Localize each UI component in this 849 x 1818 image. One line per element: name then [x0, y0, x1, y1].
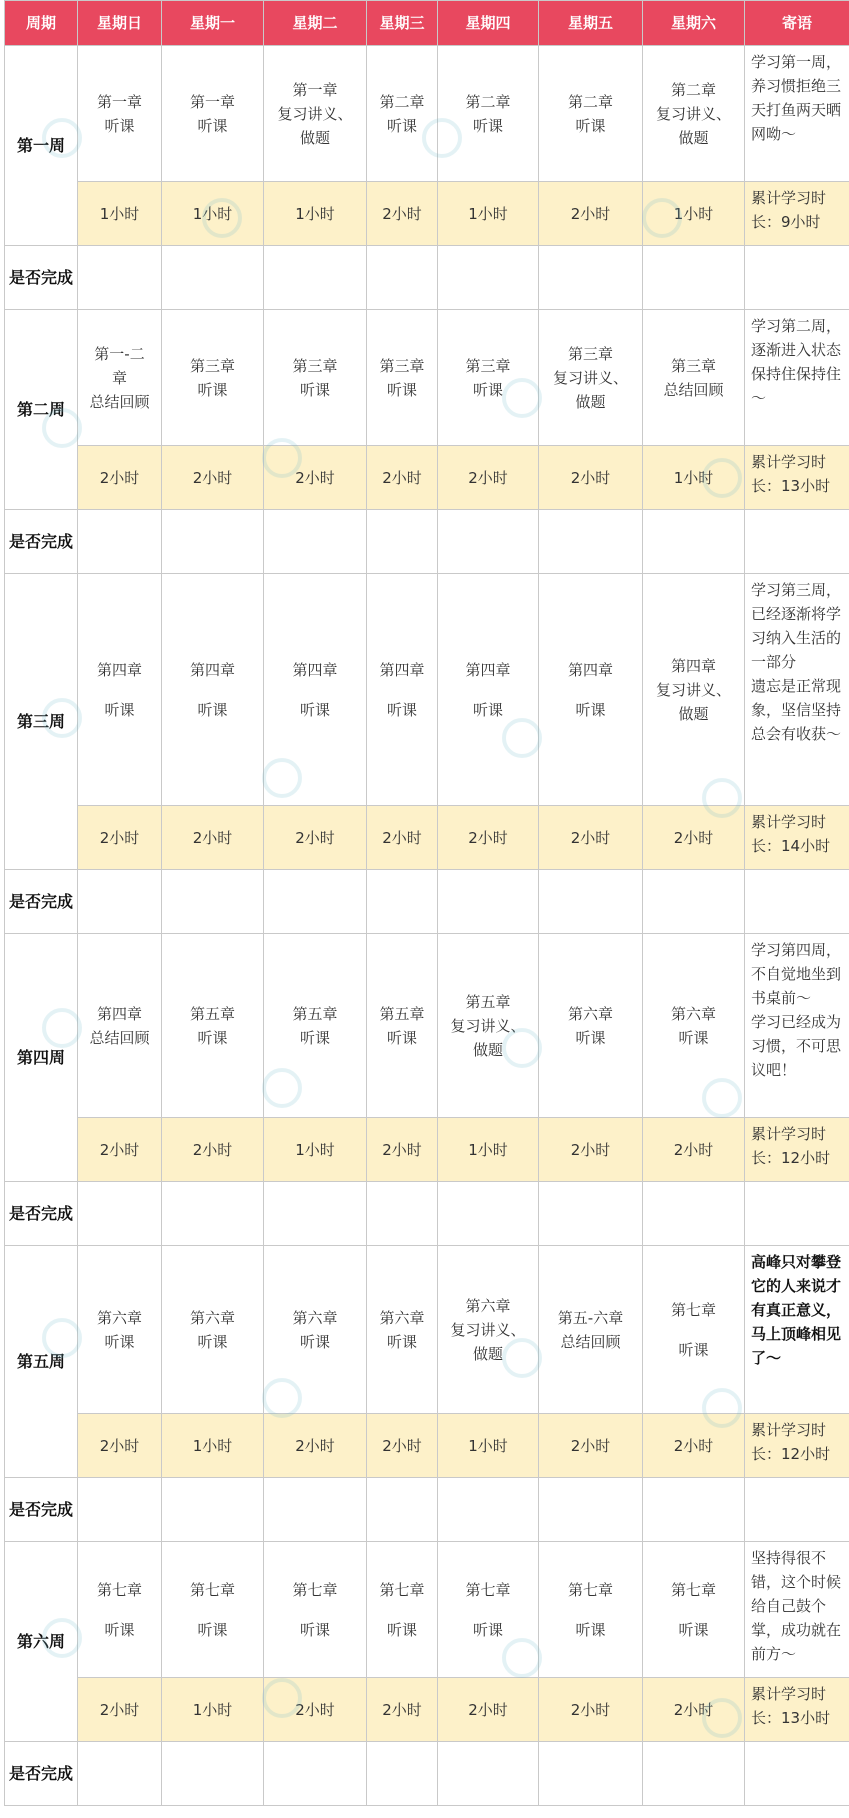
total-hours: 累计学习时长：14小时 — [745, 806, 849, 870]
task-cell — [643, 46, 745, 182]
task-cell — [438, 46, 539, 182]
study-plan-table — [4, 0, 849, 1806]
completion-checkbox-cell[interactable] — [367, 1478, 438, 1542]
task-cell — [264, 1246, 367, 1414]
task-cell — [264, 1542, 367, 1678]
hours-cell: 2小时 — [264, 806, 367, 870]
task-line: 第七章 — [379, 1580, 425, 1599]
task-spacer — [369, 682, 435, 698]
hours-cell: 2小时 — [539, 182, 643, 246]
completion-checkbox-cell[interactable] — [438, 1478, 539, 1542]
task-line: 做题 — [472, 1344, 503, 1363]
task-cell — [539, 1542, 643, 1678]
task-line: 第七章 — [670, 1300, 716, 1319]
task-line: 听课 — [299, 380, 330, 399]
completion-checkbox-cell[interactable] — [264, 1742, 367, 1806]
completion-row — [5, 510, 849, 574]
task-line: 第七章 — [670, 1580, 716, 1599]
task-cell — [78, 574, 162, 806]
task-line: 第七章 — [567, 1580, 613, 1599]
completion-checkbox-cell[interactable] — [367, 510, 438, 574]
task-cell — [78, 934, 162, 1118]
task-line: 第七章 — [465, 1580, 511, 1599]
completion-row — [5, 246, 849, 310]
task-cell — [78, 310, 162, 446]
hours-cell: 2小时 — [367, 1678, 438, 1742]
note-line: 遗忘是正常现象，坚信坚持总会有收获～ — [751, 677, 842, 743]
total-hours: 累计学习时长：12小时 — [745, 1118, 849, 1182]
hours-cell: 2小时 — [539, 806, 643, 870]
note-line: 坚持得很不错，这个时候给自己鼓个掌，成功就在前方～ — [751, 1549, 842, 1663]
hours-cell: 1小时 — [264, 1118, 367, 1182]
task-line: 听课 — [299, 1028, 330, 1047]
task-line: 复习讲义、 — [552, 368, 628, 387]
week-task-row — [5, 1542, 849, 1678]
task-cell — [162, 574, 264, 806]
hours-cell: 2小时 — [78, 1118, 162, 1182]
task-cell — [264, 574, 367, 806]
week-task-row — [5, 310, 849, 446]
task-line: 听课 — [104, 1332, 135, 1351]
task-line: 第七章 — [96, 1580, 142, 1599]
header-day: 星期五 — [539, 1, 643, 46]
week-label: 第四周 — [5, 934, 78, 1182]
completion-checkbox-cell[interactable] — [264, 1182, 367, 1246]
task-cell — [162, 934, 264, 1118]
week-task-row — [5, 574, 849, 806]
task-cell — [264, 934, 367, 1118]
completion-label: 是否完成 — [5, 1182, 78, 1246]
task-line: 第六章 — [465, 1296, 511, 1315]
week-task-row — [5, 46, 849, 182]
week-label: 第二周 — [5, 310, 78, 510]
task-cell — [367, 1246, 438, 1414]
task-cell — [438, 310, 539, 446]
total-hours: 累计学习时长：9小时 — [745, 182, 849, 246]
hours-cell: 2小时 — [78, 1678, 162, 1742]
task-cell — [367, 934, 438, 1118]
task-line: 听课 — [197, 116, 228, 135]
task-line: 听课 — [575, 116, 606, 135]
hours-cell: 2小时 — [438, 806, 539, 870]
task-line: 复习讲义、 — [655, 104, 731, 123]
task-line: 第一章 — [189, 92, 235, 111]
task-line: 第二章 — [379, 92, 425, 111]
hours-cell: 2小时 — [643, 1414, 745, 1478]
completion-checkbox-cell[interactable] — [539, 1182, 643, 1246]
header-row — [5, 1, 849, 46]
task-line: 做题 — [678, 128, 709, 147]
task-line: 做题 — [575, 392, 606, 411]
task-line: 第六章 — [670, 1004, 716, 1023]
completion-label: 是否完成 — [5, 510, 78, 574]
task-cell — [367, 310, 438, 446]
completion-checkbox-cell[interactable] — [745, 1742, 849, 1806]
task-line: 复习讲义、 — [277, 104, 353, 123]
task-line: 听课 — [575, 700, 606, 719]
hours-cell: 1小时 — [438, 182, 539, 246]
week-label: 第五周 — [5, 1246, 78, 1478]
task-line: 第四章 — [96, 1004, 142, 1023]
task-line: 第六章 — [96, 1308, 142, 1327]
hours-cell: 1小时 — [264, 182, 367, 246]
hours-cell: 2小时 — [367, 806, 438, 870]
task-cell — [162, 310, 264, 446]
task-spacer — [164, 682, 261, 698]
completion-row — [5, 1182, 849, 1246]
task-line: 第四章 — [189, 660, 235, 679]
task-cell — [438, 1246, 539, 1414]
task-line: 总结回顾 — [89, 1028, 150, 1047]
task-line: 第五章 — [465, 992, 511, 1011]
completion-checkbox-cell[interactable] — [78, 510, 162, 574]
completion-checkbox-cell[interactable] — [438, 870, 539, 934]
hours-cell: 1小时 — [438, 1414, 539, 1478]
completion-checkbox-cell[interactable] — [162, 1182, 264, 1246]
task-line: 听课 — [299, 1620, 330, 1639]
completion-checkbox-cell[interactable] — [539, 1478, 643, 1542]
task-line: 听课 — [299, 700, 330, 719]
completion-checkbox-cell[interactable] — [162, 510, 264, 574]
completion-checkbox-cell[interactable] — [438, 510, 539, 574]
task-spacer — [164, 1602, 261, 1618]
task-line: 第三章 — [465, 356, 511, 375]
week-hours-row — [5, 446, 849, 510]
task-line: 听课 — [472, 700, 503, 719]
task-cell — [78, 1542, 162, 1678]
hours-cell: 2小时 — [539, 1118, 643, 1182]
task-line: 第四章 — [567, 660, 613, 679]
task-cell — [643, 1542, 745, 1678]
completion-checkbox-cell[interactable] — [162, 870, 264, 934]
task-line: 做题 — [678, 704, 709, 723]
task-cell — [438, 574, 539, 806]
task-line: 第五章 — [292, 1004, 338, 1023]
task-line: 听课 — [678, 1620, 709, 1639]
task-line: 第七章 — [189, 1580, 235, 1599]
completion-checkbox-cell[interactable] — [264, 510, 367, 574]
task-line: 第四章 — [670, 656, 716, 675]
header-day: 星期一 — [162, 1, 264, 46]
week-hours-row — [5, 806, 849, 870]
task-line: 第六章 — [292, 1308, 338, 1327]
task-line: 第六章 — [189, 1308, 235, 1327]
task-cell — [367, 46, 438, 182]
hours-cell: 1小时 — [162, 182, 264, 246]
completion-row — [5, 870, 849, 934]
header-day: 星期四 — [438, 1, 539, 46]
hours-cell: 1小时 — [162, 1414, 264, 1478]
completion-row — [5, 1478, 849, 1542]
header-day: 星期三 — [367, 1, 438, 46]
task-cell — [264, 310, 367, 446]
completion-checkbox-cell[interactable] — [162, 1478, 264, 1542]
task-spacer — [440, 1602, 536, 1618]
completion-checkbox-cell[interactable] — [264, 1478, 367, 1542]
task-line: 第一章 — [96, 92, 142, 111]
completion-checkbox-cell[interactable] — [643, 1478, 745, 1542]
week-note — [745, 574, 849, 806]
task-line: 听课 — [299, 1332, 330, 1351]
week-label: 第六周 — [5, 1542, 78, 1742]
task-line: 听课 — [104, 1620, 135, 1639]
task-line: 听课 — [197, 380, 228, 399]
task-cell — [643, 934, 745, 1118]
hours-cell: 1小时 — [162, 1678, 264, 1742]
completion-checkbox-cell[interactable] — [367, 1742, 438, 1806]
hours-cell: 2小时 — [438, 446, 539, 510]
completion-checkbox-cell[interactable] — [643, 246, 745, 310]
week-note — [745, 310, 849, 446]
week-note — [745, 1542, 849, 1678]
completion-checkbox-cell[interactable] — [643, 1182, 745, 1246]
hours-cell: 2小时 — [539, 446, 643, 510]
task-line: 第二章 — [670, 80, 716, 99]
task-line: 第二章 — [567, 92, 613, 111]
header-day: 星期日 — [78, 1, 162, 46]
week-hours-row — [5, 1414, 849, 1478]
completion-checkbox-cell[interactable] — [367, 870, 438, 934]
task-line: 第六章 — [379, 1308, 425, 1327]
completion-checkbox-cell[interactable] — [264, 246, 367, 310]
task-line: 听课 — [197, 1028, 228, 1047]
hours-cell: 2小时 — [264, 1678, 367, 1742]
task-line: 第三章 — [670, 356, 716, 375]
completion-checkbox-cell[interactable] — [78, 1742, 162, 1806]
hours-cell: 1小时 — [438, 1118, 539, 1182]
task-cell — [539, 934, 643, 1118]
task-line: 听课 — [197, 700, 228, 719]
hours-cell: 2小时 — [78, 446, 162, 510]
task-line: 听课 — [386, 380, 417, 399]
task-spacer — [369, 1602, 435, 1618]
task-line: 第四章 — [96, 660, 142, 679]
task-cell — [367, 1542, 438, 1678]
task-cell — [438, 1542, 539, 1678]
week-note — [745, 1246, 849, 1414]
task-spacer — [645, 1602, 742, 1618]
completion-checkbox-cell[interactable] — [162, 246, 264, 310]
task-line: 第四章 — [292, 660, 338, 679]
task-line: 听课 — [678, 1028, 709, 1047]
task-spacer — [80, 1602, 159, 1618]
task-line: 听课 — [472, 380, 503, 399]
hours-cell: 2小时 — [162, 806, 264, 870]
completion-checkbox-cell[interactable] — [539, 1742, 643, 1806]
completion-checkbox-cell[interactable] — [643, 1742, 745, 1806]
task-line: 听课 — [197, 1620, 228, 1639]
task-line: 第三章 — [379, 356, 425, 375]
task-line: 听课 — [104, 700, 135, 719]
hours-cell: 2小时 — [162, 446, 264, 510]
completion-checkbox-cell[interactable] — [745, 510, 849, 574]
hours-cell: 2小时 — [264, 1414, 367, 1478]
completion-checkbox-cell[interactable] — [643, 870, 745, 934]
task-cell — [162, 1542, 264, 1678]
week-hours-row — [5, 1678, 849, 1742]
completion-checkbox-cell[interactable] — [745, 246, 849, 310]
completion-row — [5, 1742, 849, 1806]
task-line: 总结回顾 — [560, 1332, 621, 1351]
task-line: 听课 — [386, 700, 417, 719]
task-spacer — [266, 1602, 364, 1618]
task-cell — [162, 1246, 264, 1414]
header-week: 周期 — [5, 1, 78, 46]
task-cell — [78, 1246, 162, 1414]
task-cell — [438, 934, 539, 1118]
task-line: 第五章 — [379, 1004, 425, 1023]
task-line: 听课 — [575, 1620, 606, 1639]
task-line: 第七章 — [292, 1580, 338, 1599]
task-cell — [264, 46, 367, 182]
week-task-row — [5, 934, 849, 1118]
header-note: 寄语 — [745, 1, 849, 46]
total-hours: 累计学习时长：13小时 — [745, 1678, 849, 1742]
task-spacer — [541, 1602, 640, 1618]
task-line: 听课 — [386, 116, 417, 135]
note-line: 学习第四周，不自觉地坐到书桌前～ — [751, 941, 842, 1007]
task-line: 听课 — [575, 1028, 606, 1047]
hours-cell: 2小时 — [78, 806, 162, 870]
task-line: 总结回顾 — [89, 392, 150, 411]
completion-checkbox-cell[interactable] — [745, 1182, 849, 1246]
task-cell — [78, 46, 162, 182]
week-hours-row — [5, 1118, 849, 1182]
completion-checkbox-cell[interactable] — [539, 870, 643, 934]
hours-cell: 2小时 — [162, 1118, 264, 1182]
completion-checkbox-cell[interactable] — [438, 1182, 539, 1246]
note-line: 学习第三周，已经逐渐将学习纳入生活的一部分 — [751, 581, 842, 671]
header-day: 星期二 — [264, 1, 367, 46]
task-line: 第一章 — [292, 80, 338, 99]
task-line: 听课 — [472, 116, 503, 135]
hours-cell: 2小时 — [539, 1414, 643, 1478]
completion-checkbox-cell[interactable] — [264, 870, 367, 934]
completion-checkbox-cell[interactable] — [438, 246, 539, 310]
completion-checkbox-cell[interactable] — [78, 246, 162, 310]
task-line: 听课 — [386, 1332, 417, 1351]
task-line: 第二章 — [465, 92, 511, 111]
task-line: 第四章 — [379, 660, 425, 679]
completion-label: 是否完成 — [5, 870, 78, 934]
task-line: 复习讲义、 — [450, 1016, 526, 1035]
task-line: 第三章 — [189, 356, 235, 375]
total-hours: 累计学习时长：13小时 — [745, 446, 849, 510]
completion-checkbox-cell[interactable] — [539, 510, 643, 574]
completion-checkbox-cell[interactable] — [78, 1478, 162, 1542]
task-line: 第三章 — [567, 344, 613, 363]
completion-checkbox-cell[interactable] — [162, 1742, 264, 1806]
hours-cell: 2小时 — [264, 446, 367, 510]
note-line: 保持住保持住～ — [751, 365, 842, 407]
task-cell — [539, 1246, 643, 1414]
task-line: 第三章 — [292, 356, 338, 375]
hours-cell: 2小时 — [643, 1118, 745, 1182]
completion-checkbox-cell[interactable] — [745, 1478, 849, 1542]
task-line: 章 — [111, 368, 127, 387]
task-line: 复习讲义、 — [655, 680, 731, 699]
task-cell — [539, 310, 643, 446]
task-spacer — [266, 682, 364, 698]
task-spacer — [541, 682, 640, 698]
note-line: 学习第一周，养习惯拒绝三天打鱼两天晒网呦～ — [751, 53, 842, 143]
hours-cell: 2小时 — [367, 182, 438, 246]
task-line: 第五章 — [189, 1004, 235, 1023]
hours-cell: 1小时 — [643, 182, 745, 246]
note-line: 高峰只对攀登它的人来说才有真正意义，马上顶峰相见了～ — [751, 1253, 842, 1367]
week-label: 第三周 — [5, 574, 78, 870]
task-spacer — [645, 1322, 742, 1338]
task-cell — [643, 574, 745, 806]
task-line: 第四章 — [465, 660, 511, 679]
header-day: 星期六 — [643, 1, 745, 46]
completion-checkbox-cell[interactable] — [78, 1182, 162, 1246]
task-line: 第五-六章 — [557, 1308, 624, 1327]
task-line: 听课 — [678, 1340, 709, 1359]
task-cell — [643, 310, 745, 446]
completion-checkbox-cell[interactable] — [78, 870, 162, 934]
completion-checkbox-cell[interactable] — [745, 870, 849, 934]
completion-checkbox-cell[interactable] — [643, 510, 745, 574]
task-line: 第一-二 — [94, 344, 145, 363]
task-spacer — [80, 682, 159, 698]
completion-checkbox-cell[interactable] — [367, 246, 438, 310]
task-line: 做题 — [472, 1040, 503, 1059]
hours-cell: 2小时 — [78, 1414, 162, 1478]
task-spacer — [440, 682, 536, 698]
hours-cell: 2小时 — [367, 1414, 438, 1478]
hours-cell: 2小时 — [643, 806, 745, 870]
task-cell — [643, 1246, 745, 1414]
task-cell — [162, 46, 264, 182]
task-line: 做题 — [299, 128, 330, 147]
task-line: 听课 — [472, 1620, 503, 1639]
completion-label: 是否完成 — [5, 246, 78, 310]
week-note — [745, 46, 849, 182]
hours-cell: 2小时 — [367, 1118, 438, 1182]
completion-checkbox-cell[interactable] — [539, 246, 643, 310]
week-label: 第一周 — [5, 46, 78, 246]
task-line: 总结回顾 — [663, 380, 724, 399]
task-line: 复习讲义、 — [450, 1320, 526, 1339]
task-line: 听课 — [104, 116, 135, 135]
task-line: 第六章 — [567, 1004, 613, 1023]
week-task-row — [5, 1246, 849, 1414]
hours-cell: 2小时 — [367, 446, 438, 510]
week-note — [745, 934, 849, 1118]
task-line: 听课 — [197, 1332, 228, 1351]
hours-cell: 1小时 — [643, 446, 745, 510]
completion-label: 是否完成 — [5, 1742, 78, 1806]
task-cell — [539, 574, 643, 806]
hours-cell: 2小时 — [539, 1678, 643, 1742]
task-line: 听课 — [386, 1620, 417, 1639]
completion-checkbox-cell[interactable] — [438, 1742, 539, 1806]
task-cell — [367, 574, 438, 806]
week-hours-row — [5, 182, 849, 246]
hours-cell: 2小时 — [643, 1678, 745, 1742]
completion-label: 是否完成 — [5, 1478, 78, 1542]
completion-checkbox-cell[interactable] — [367, 1182, 438, 1246]
hours-cell: 1小时 — [78, 182, 162, 246]
task-line: 听课 — [386, 1028, 417, 1047]
task-cell — [539, 46, 643, 182]
total-hours: 累计学习时长：12小时 — [745, 1414, 849, 1478]
note-line: 学习第二周，逐渐进入状态 — [751, 317, 842, 359]
note-line: 学习已经成为习惯，不可思议吧！ — [751, 1013, 842, 1079]
hours-cell: 2小时 — [438, 1678, 539, 1742]
